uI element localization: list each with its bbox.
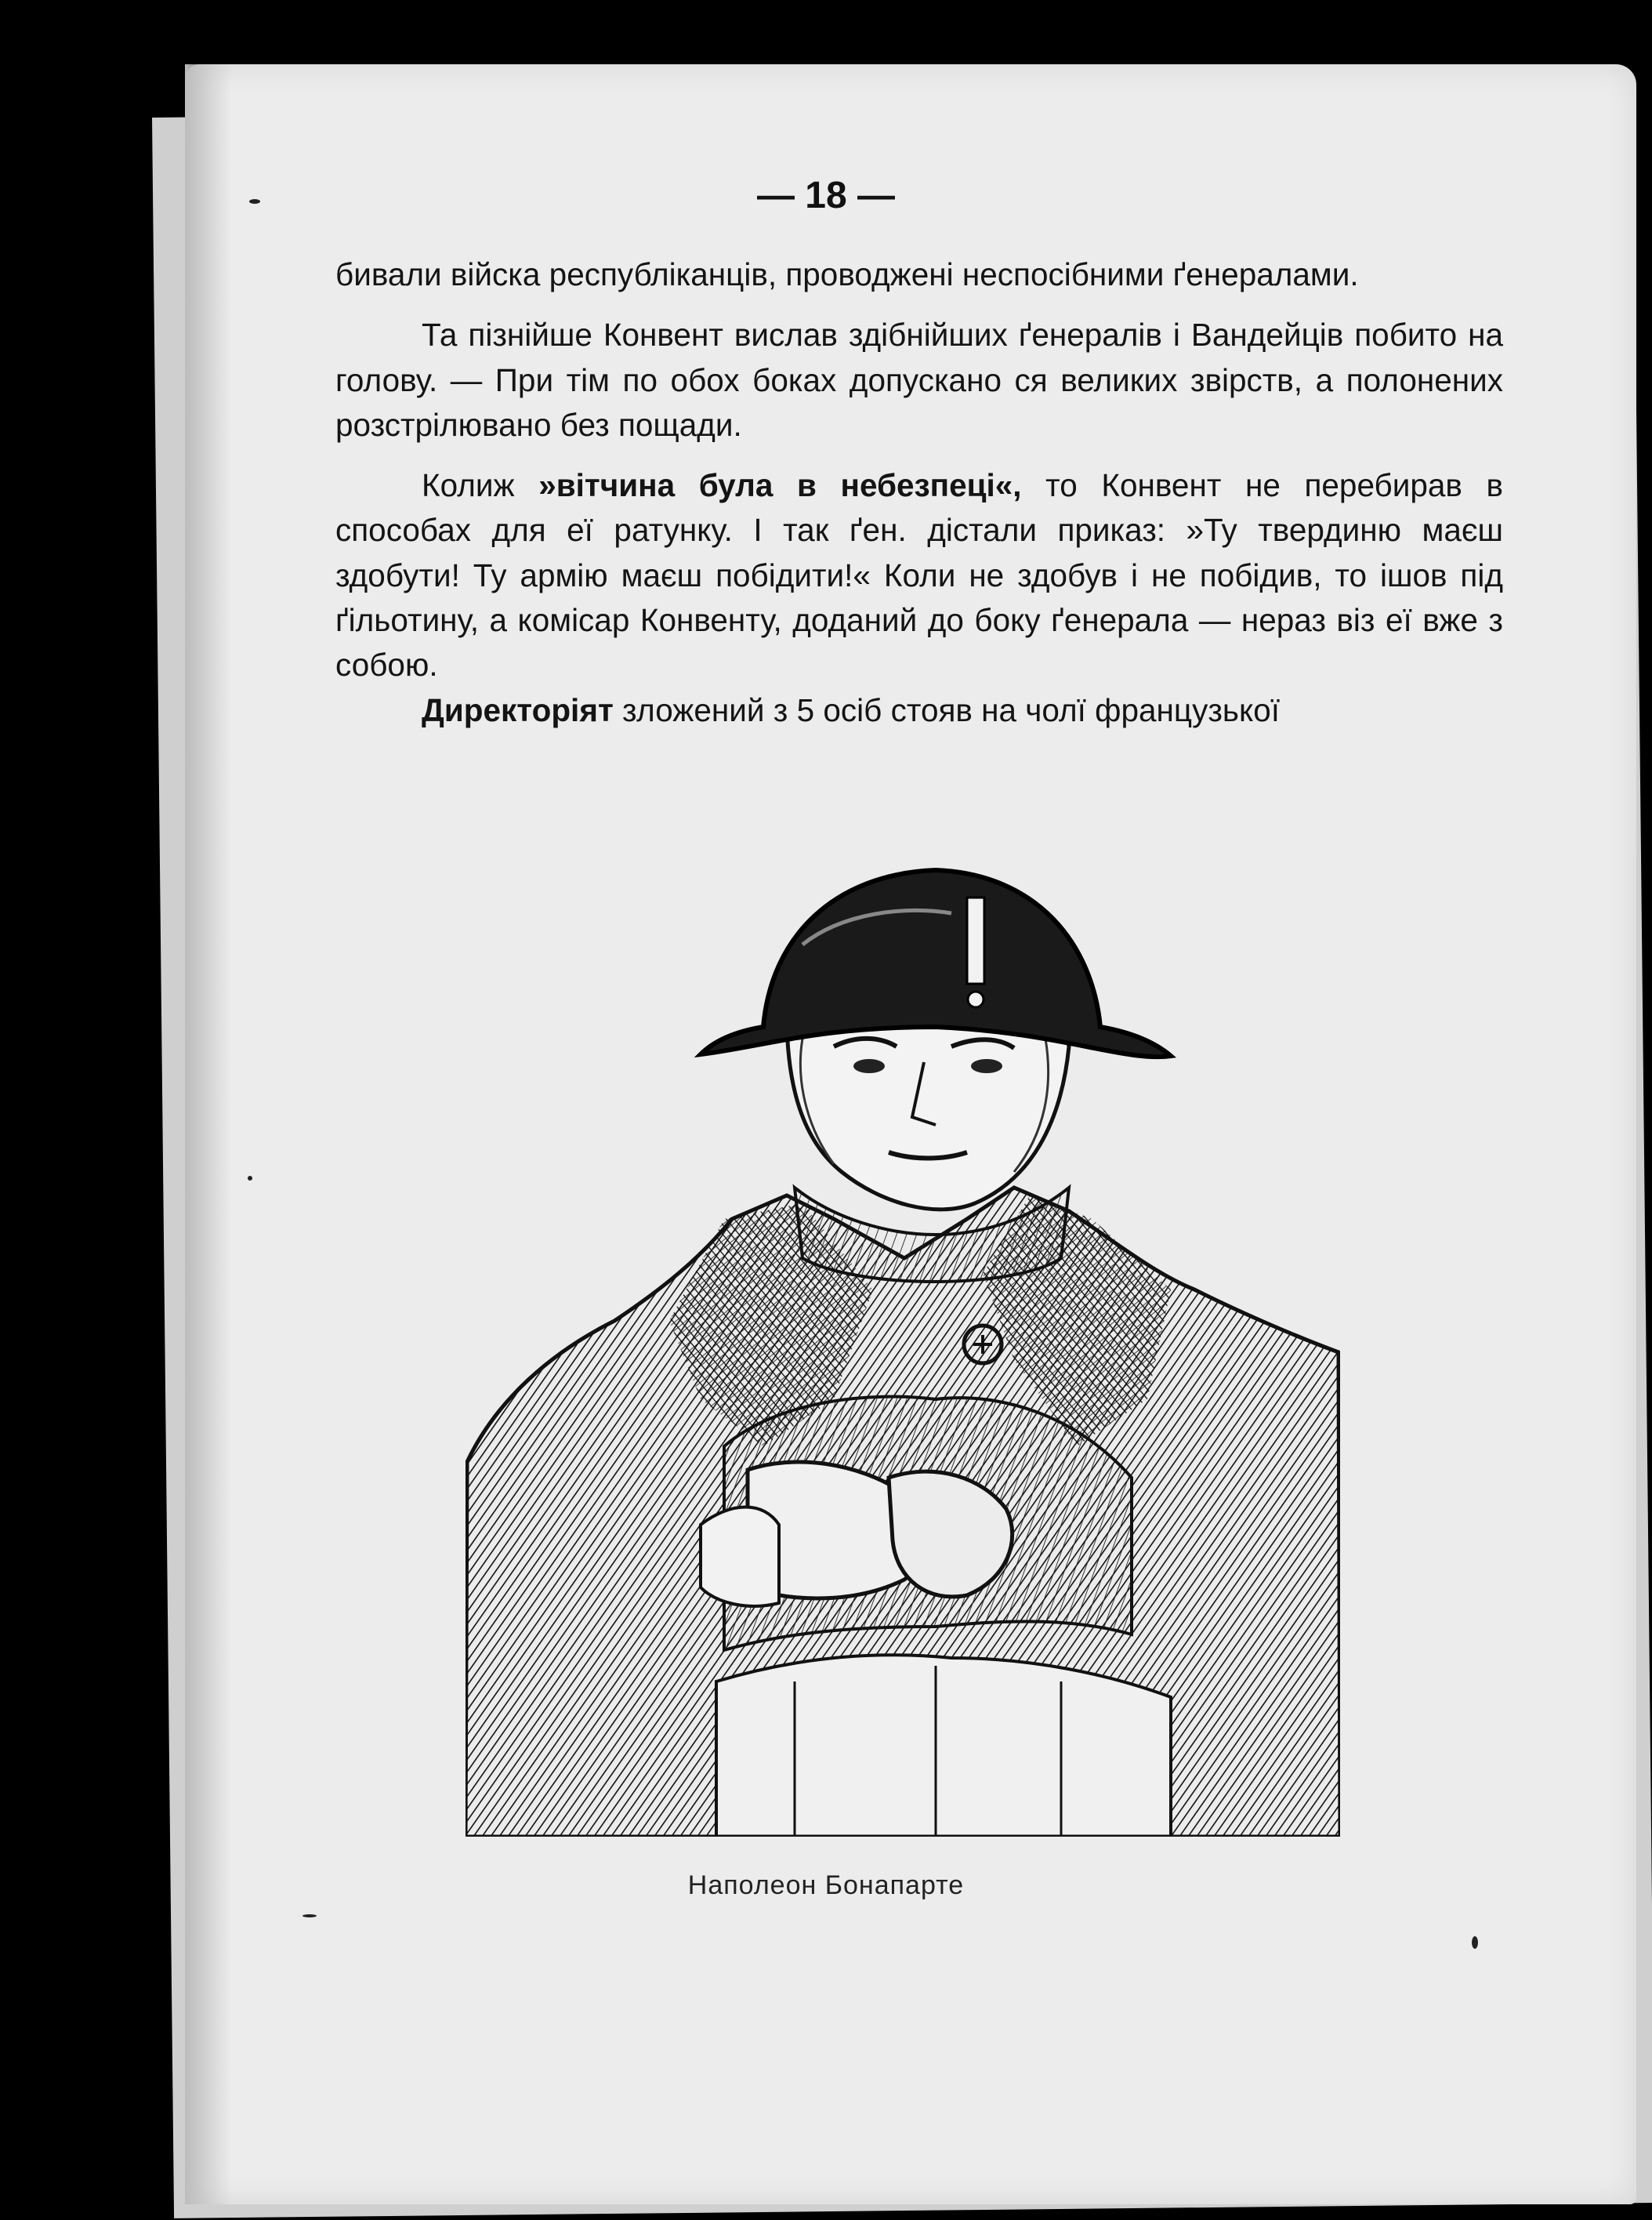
scan-speck [249,199,260,204]
paragraph-3 [335,463,1503,687]
text-run: то Конвент не перебирав в способах для еї ратунку. І так ґен. дістали приказ: »Ту твердиню маєш здобути! Ту армію маєш побідити!« Коли не здобув і не побідив, то ішов під ґільотину, а комісар Конвенту, доданий до боку ґенерала — нераз віз еї вже з собою. [335,467,1504,684]
page-number: — 18 — [756,175,896,216]
paragraph-1 [335,252,1503,297]
bold-text-run: »вітчина була в небезпеці«, [538,467,1022,504]
napoleon-portrait-icon [466,851,1340,1837]
paragraph-2 [335,313,1503,448]
text-run: зложений з 5 осіб стояв на чолї французької [613,691,1280,728]
body-text [335,252,1503,733]
paragraph-4 [335,688,1503,733]
text-run: Та пізнійше Конвент вислав здібнійших ґенералів і Вандейців побито на голову. — При тім по обох боках допускано ся великих звірств, а полонених розстрілювано без пощади. [335,317,1503,443]
scan-speck [303,1914,317,1917]
text-run: Колиж [422,467,539,504]
text-run: бивали війска республіканців, проводжені неспосібними ґенералами. [335,256,1359,292]
scan-speck [248,1176,252,1181]
scan-speck [1472,1936,1478,1949]
bold-text-run: Директоріят [422,691,614,728]
illustration-caption: Наполеон Бонапарте [687,1870,965,1900]
